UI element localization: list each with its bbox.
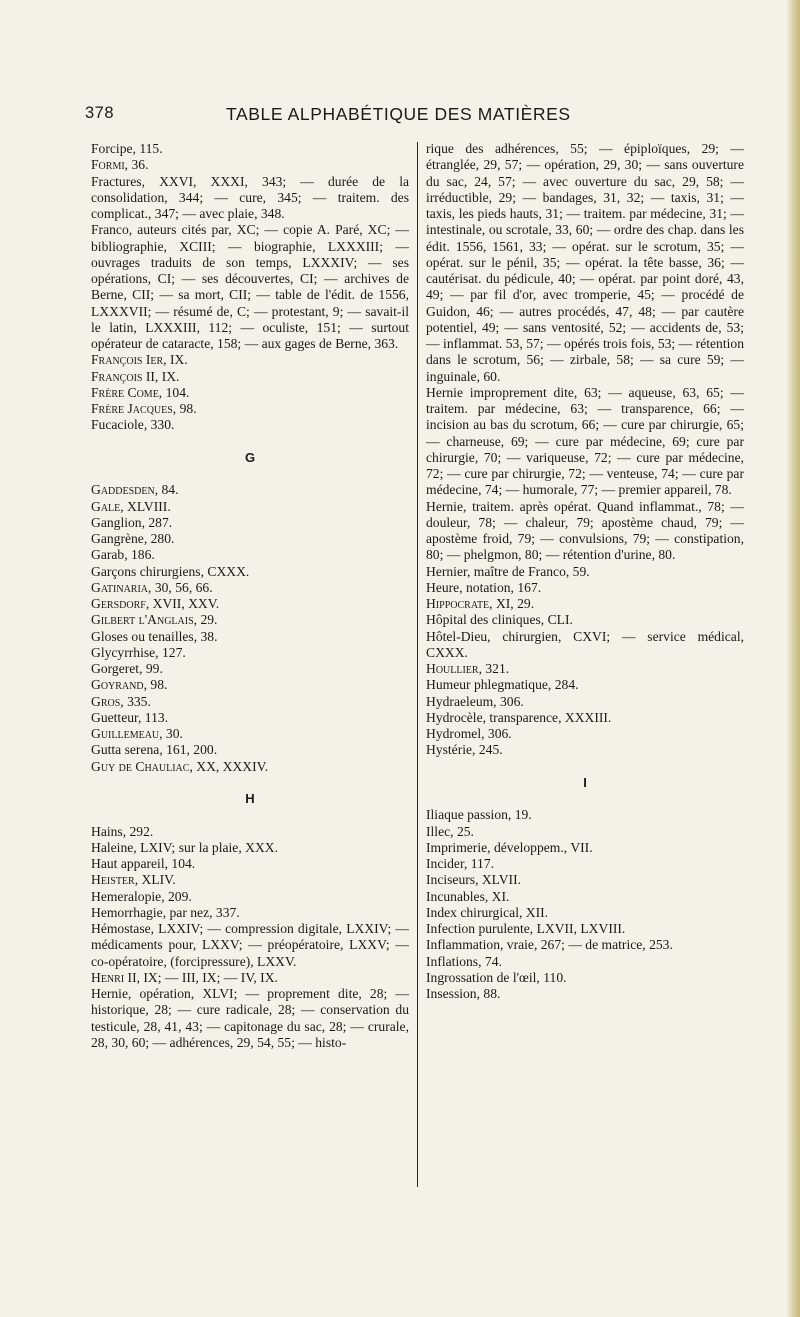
index-entry: Gatinaria, 30, 56, 66. bbox=[91, 579, 213, 595]
index-entry: Hemorrhagie, par nez, 337. bbox=[91, 904, 240, 920]
index-entry: Goyrand, 98. bbox=[91, 677, 168, 693]
index-entry: Houllier, 321. bbox=[426, 661, 510, 676]
index-entry: Hôpital des cliniques, CLI. bbox=[426, 612, 573, 628]
running-title: TABLE ALPHABÉTIQUE DES MATIÈRES bbox=[226, 104, 571, 124]
index-entry: Incunables, XI. bbox=[426, 888, 510, 904]
index-entry: Garçons chirurgiens, CXXX. bbox=[91, 563, 250, 579]
page-edge bbox=[786, 0, 800, 1317]
index-entry: Gutta serena, 161, 200. bbox=[91, 742, 218, 758]
index-entry: Gloses ou tenailles, 38. bbox=[91, 628, 218, 644]
index-entry: Hippocrate, XI, 29. bbox=[426, 596, 535, 611]
index-entry: Hôtel-Dieu, chirurgien, CXVI; — service médical, CXXX. bbox=[426, 628, 744, 660]
index-entry: Heister, XLIV. bbox=[91, 872, 176, 888]
index-entry: Garab, 186. bbox=[91, 547, 155, 563]
index-entry: Incider, 117. bbox=[426, 856, 495, 871]
index-entry: Illec, 25. bbox=[426, 823, 474, 839]
index-entry: Inflations, 74. bbox=[426, 953, 502, 969]
section-letter-h: H bbox=[245, 791, 255, 806]
index-entry: Infection purulente, LXVII, LXVIII. bbox=[426, 921, 626, 936]
index-entry: Hémostase, LXXIV; — compression digitale, LXXIV; — médicaments pour, LXXV; — préopératoire, LXXV; — co-opératoire, (forcipressure), LXXV. bbox=[91, 921, 409, 969]
index-entry: Gorgeret, 99. bbox=[91, 661, 163, 676]
index-entry: Hydromel, 306. bbox=[426, 726, 512, 741]
index-entry: Hystérie, 245. bbox=[426, 742, 503, 758]
index-entry: Franco, auteurs cités par, XC; — copie A. Paré, XC; — bibliographie, XCIII; — biographie, LXXXIII; — ouvrages traduits de son temps, LXXXIV; — ses opérations, CI; — ses découvertes, CI; — archives de Berne, CII; — sa mort, CII; — table de l'édit. de 1556, LXXXVII; — résumé de, C; — protestant, 9; — savait-il le latin, LXXXIII, 112; — oculiste, 151; — surtout opérateur de cataracte, 158; — aux gages de Berne, 363. bbox=[91, 222, 409, 351]
index-entry: Guy de Chauliac, XX, XXXIV. bbox=[91, 758, 269, 774]
index-entry: Gersdorf, XVII, XXV. bbox=[91, 596, 220, 611]
index-entry: rique des adhérences, 55; — épiploïques, 29; — étranglée, 29, 57; — opération, 29, 30; — sans ouverture du sac, 24, 57; — avec ouverture du sac, 29, 58; — irréductible, 29; — bandages, 31, 32; — taxis, 31; — taxis, les pieds hauts, 31; — traitem. par médecine, 31; — intestinale, ou scrotale, 33, 60; — ordre des chap. dans les édit. 1556, 1561, 33; — opérat. sur le scrotum, 35; — opérat. sur le pénil, 35; — opérat. la tête basse, 36; — cautérisat. du pédicule, 40; — opérat. par point doré, 43, 49; — par fil d'or, avec tromperie, 45; — procédé de Guidon, 46; — autres procédés, 47, 48; — par cautère potentiel, 49; — sans ventosité, 52; — accidents de, 53; — inflammat. 53, 57; — opérés trois fois, 53; — rétention dans le scrotum, 56; — zirbale, 58; — sa cure 59; — inguinale, 60. bbox=[426, 141, 744, 384]
index-entry: Fucaciole, 330. bbox=[91, 417, 175, 433]
index-entry: Frère Come, 104. bbox=[91, 384, 190, 400]
index-entry: François Ier, IX. bbox=[91, 352, 188, 368]
index-entry: Insession, 88. bbox=[426, 986, 501, 1001]
index-entry: Gaddesden, 84. bbox=[91, 482, 179, 498]
section-letter-i: I bbox=[583, 774, 587, 790]
page-header bbox=[0, 104, 800, 128]
index-entry: Inciseurs, XLVII. bbox=[426, 872, 522, 888]
index-entry: Guillemeau, 30. bbox=[91, 726, 183, 741]
index-entry: Formi, 36. bbox=[91, 157, 149, 173]
index-entry: Forcipe, 115. bbox=[91, 141, 163, 156]
index-entry: Fractures, XXVI, XXXI, 343; — durée de la consolidation, 344; — cure, 345; — traitem. des complicat., 347; — avec plaie, 348. bbox=[91, 173, 409, 221]
right-column bbox=[426, 141, 744, 1002]
index-entry: Guetteur, 113. bbox=[91, 709, 169, 725]
index-entry: Gilbert l'Anglais, 29. bbox=[91, 612, 218, 628]
index-entry: Frère Jacques, 98. bbox=[91, 401, 197, 416]
index-entry: Imprimerie, développem., VII. bbox=[426, 839, 593, 855]
index-entry: Gangrène, 280. bbox=[91, 531, 175, 546]
index-entry: Hernie, traitem. après opérat. Quand inflammat., 78; — douleur, 78; — chaleur, 79; apostème chaud, 79; — apostème froid, 79; — convulsions, 79; — constipation, 80; — phelgmon, 80; — rétention d'urine, 80. bbox=[426, 498, 744, 563]
index-entry: Index chirurgical, XII. bbox=[426, 904, 549, 920]
index-entry: Hydrocèle, transparence, XXXIII. bbox=[426, 709, 612, 725]
index-entry: François II, IX. bbox=[91, 368, 180, 384]
index-entry: Hains, 292. bbox=[91, 823, 154, 839]
index-entry: Hemeralopie, 209. bbox=[91, 888, 192, 904]
section-letter-g: G bbox=[244, 449, 256, 465]
page-number: 378 bbox=[85, 104, 115, 122]
left-column bbox=[91, 141, 409, 1051]
index-entry: Gros, 335. bbox=[91, 693, 151, 709]
index-entry: Henri II, IX; — III, IX; — IV, IX. bbox=[91, 969, 278, 985]
index-entry: Heure, notation, 167. bbox=[426, 579, 542, 595]
index-entry: Gale, XLVIII. bbox=[91, 498, 171, 514]
index-entry: Hernie, opération, XLVI; — proprement dite, 28; — historique, 28; — cure radicale, 28; — conservation du testicule, 28, 41, 43; — capitonage du sac, 28; — crurale, 28, 30, 60; — adhérences, 29, 54, 55; — histo- bbox=[91, 986, 409, 1050]
index-entry: Ganglion, 287. bbox=[91, 514, 173, 530]
index-entry: Iliaque passion, 19. bbox=[426, 807, 532, 823]
index-entry: Humeur phlegmatique, 284. bbox=[426, 677, 579, 693]
index-entry: Haut appareil, 104. bbox=[91, 856, 196, 871]
index-entry: Haleine, LXIV; sur la plaie, XXX. bbox=[91, 839, 278, 855]
index-entry: Ingrossation de l'œil, 110. bbox=[426, 969, 567, 985]
index-entry: Hernier, maître de Franco, 59. bbox=[426, 563, 590, 579]
column-divider bbox=[417, 142, 418, 1187]
index-entry: Glycyrrhise, 127. bbox=[91, 644, 186, 660]
index-entry: Hernie improprement dite, 63; — aqueuse, 63, 65; — traitem. par médecine, 63; — transparence, 66; — incision au bas du scrotum, 66; — cure par chirurgie, 65; — charneuse, 69; — cure par médecine, 69; cure par chirurgie, 70; — variqueuse, 72; — cure par médecine, 72; — cure par chirurgie, 72; — venteuse, 74; — cure par médecine, 74; — humorale, 77; — premier appareil, 78. bbox=[426, 384, 744, 498]
index-entry: Inflammation, vraie, 267; — de matrice, 253. bbox=[426, 937, 673, 953]
index-entry: Hydraeleum, 306. bbox=[426, 693, 524, 709]
